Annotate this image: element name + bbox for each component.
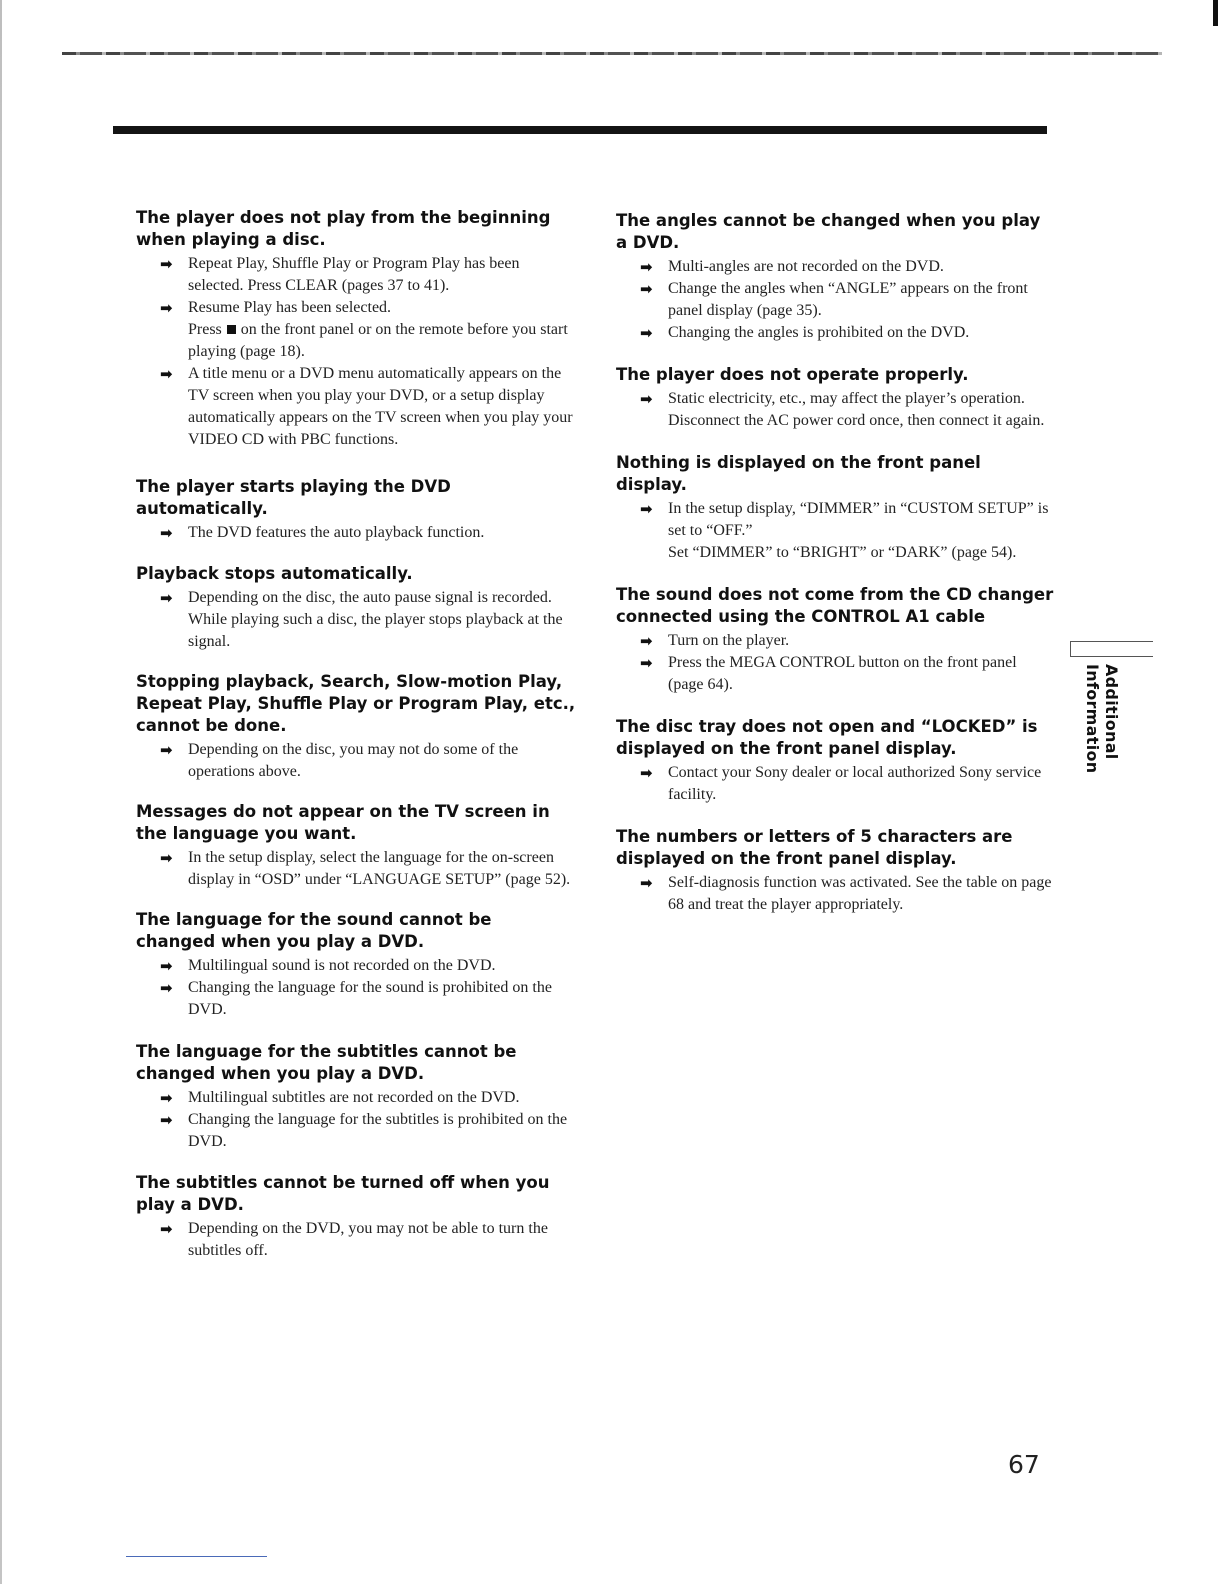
solution-item: ➡ Changing the language for the sound is prohibited on the DVD. — [160, 979, 552, 1018]
section-heading: The player does not play from the beginning when playing a disc. — [136, 208, 551, 249]
section-heading: The angles cannot be changed when you play a DVD. — [616, 211, 1041, 252]
solution-item: ➡ Multilingual sound is not recorded on the DVD. — [160, 957, 496, 975]
arrow-icon: ➡ — [160, 365, 173, 383]
solution-item: ➡ Change the angles when “ANGLE” appears on the front panel display (page 35). — [640, 280, 1028, 319]
solution-detail-before: Press — [188, 321, 222, 338]
arrow-icon: ➡ — [640, 258, 653, 276]
arrow-icon: ➡ — [640, 632, 653, 650]
arrow-icon: ➡ — [640, 280, 653, 298]
side-tab-label: Additional Information — [1083, 664, 1121, 774]
section-heading: The player does not operate properly. — [616, 365, 969, 384]
section-heading: The language for the sound cannot be changed when you play a DVD. — [136, 910, 492, 951]
troubleshoot-section — [616, 584, 1056, 696]
solution-item: ➡ The DVD features the auto playback function. — [160, 524, 485, 542]
section-heading: The sound does not come from the CD changer connected using the CONTROL A1 cable — [616, 585, 1054, 626]
section-heading: The numbers or letters of 5 characters are displayed on the front panel display. — [616, 827, 1013, 868]
side-tab-marker — [1070, 641, 1153, 657]
solution-item — [616, 498, 1056, 564]
solution-item: ➡ Multilingual subtitles are not recorded on the DVD. — [160, 1089, 520, 1107]
section-heading: The disc tray does not open and “LOCKED” is displayed on the front panel display. — [616, 717, 1038, 758]
solution-item: ➡ Multi-angles are not recorded on the DVD. — [640, 258, 944, 276]
top-rule — [62, 52, 1162, 55]
solution-item: ➡ Depending on the disc, the auto pause signal is recorded. While playing such a disc, the player stops playback at the signal. — [160, 589, 563, 650]
left-column — [136, 207, 576, 1262]
solution-text: Static electricity, etc., may affect the player’s operation. — [668, 390, 1025, 407]
arrow-icon: ➡ — [640, 324, 653, 342]
troubleshoot-section — [616, 364, 1056, 432]
troubleshoot-section — [136, 1172, 576, 1262]
arrow-icon: ➡ — [160, 1220, 173, 1238]
solution-item: ➡ Press the MEGA CONTROL button on the front panel (page 64). — [640, 654, 1017, 693]
solution-item — [136, 297, 576, 363]
arrow-icon: ➡ — [160, 849, 173, 867]
section-heading: Stopping playback, Search, Slow-motion Play, Repeat Play, Shuffle Play or Program Play, etc., cannot be done. — [136, 672, 576, 735]
solution-item: ➡ A title menu or a DVD menu automatically appears on the TV screen when you play your DVD, or a setup display automatically appears on the TV screen when you play your VIDEO CD with PBC functions. — [160, 365, 573, 448]
arrow-icon: ➡ — [160, 255, 173, 273]
arrow-icon: ➡ — [160, 741, 173, 759]
section-heading: The subtitles cannot be turned off when you play a DVD. — [136, 1173, 550, 1214]
solution-item: ➡ Contact your Sony dealer or local authorized Sony service facility. — [640, 764, 1042, 803]
scan-edge — [0, 0, 2, 1584]
arrow-icon: ➡ — [640, 874, 653, 892]
arrow-icon: ➡ — [640, 654, 653, 672]
arrow-icon: ➡ — [160, 979, 173, 997]
troubleshoot-section — [136, 1041, 576, 1153]
right-column — [616, 210, 1056, 916]
section-heading: The player starts playing the DVD automatically. — [136, 477, 451, 518]
arrow-icon: ➡ — [160, 1089, 173, 1107]
section-heading: The language for the subtitles cannot be changed when you play a DVD. — [136, 1042, 517, 1083]
arrow-icon: ➡ — [160, 299, 173, 317]
arrow-icon: ➡ — [160, 1111, 173, 1129]
arrow-icon: ➡ — [640, 764, 653, 782]
solution-item: ➡ Depending on the disc, you may not do some of the operations above. — [160, 741, 519, 780]
troubleshoot-section — [136, 909, 576, 1021]
side-tab — [1083, 664, 1121, 864]
troubleshoot-section — [616, 452, 1056, 564]
troubleshoot-section — [136, 563, 576, 653]
troubleshoot-section — [136, 801, 576, 891]
solution-item — [616, 388, 1056, 432]
solution-item: ➡ Depending on the DVD, you may not be able to turn the subtitles off. — [160, 1220, 548, 1259]
troubleshoot-section — [136, 207, 576, 451]
solution-item: ➡ Changing the angles is prohibited on the DVD. — [640, 324, 970, 342]
arrow-icon: ➡ — [160, 524, 173, 542]
arrow-icon: ➡ — [640, 390, 653, 408]
solution-detail-after: on the front panel or on the remote before you start playing (page 18). — [188, 321, 568, 360]
header-bar — [113, 126, 1047, 134]
solution-item: ➡ Turn on the player. — [640, 632, 790, 650]
bottom-rule — [126, 1556, 267, 1557]
troubleshoot-section — [616, 210, 1056, 344]
solution-item: ➡ Changing the language for the subtitles is prohibited on the DVD. — [160, 1111, 568, 1150]
section-heading: Messages do not appear on the TV screen in the language you want. — [136, 802, 550, 843]
stop-icon — [227, 325, 236, 334]
corner-mark — [1213, 0, 1218, 26]
solution-text: In the setup display, “DIMMER” in “CUSTOM SETUP” is set to “OFF.” — [668, 500, 1049, 539]
section-heading: Nothing is displayed on the front panel display. — [616, 453, 981, 494]
troubleshoot-section — [616, 826, 1056, 916]
solution-item: ➡ In the setup display, select the language for the on-screen display in “OSD” under “LANGUAGE SETUP” (page 52). — [160, 849, 571, 888]
solution-item: ➡ Self-diagnosis function was activated. See the table on page 68 and treat the player appropriately. — [640, 874, 1052, 913]
section-heading: Playback stops automatically. — [136, 564, 413, 583]
arrow-icon: ➡ — [640, 500, 653, 518]
troubleshoot-section — [616, 716, 1056, 806]
solution-extra: Set “DIMMER” to “BRIGHT” or “DARK” (page 54). — [668, 544, 1017, 561]
page-number: 67 — [1008, 1450, 1040, 1479]
arrow-icon: ➡ — [160, 957, 173, 975]
troubleshoot-section — [136, 671, 576, 783]
solution-text: Resume Play has been selected. — [188, 299, 392, 316]
arrow-icon: ➡ — [160, 589, 173, 607]
solution-item: ➡ Repeat Play, Shuffle Play or Program Play has been selected. Press CLEAR (pages 37 to 41). — [160, 255, 520, 294]
solution-extra: Disconnect the AC power cord once, then connect it again. — [668, 412, 1045, 429]
troubleshoot-section — [136, 476, 576, 544]
